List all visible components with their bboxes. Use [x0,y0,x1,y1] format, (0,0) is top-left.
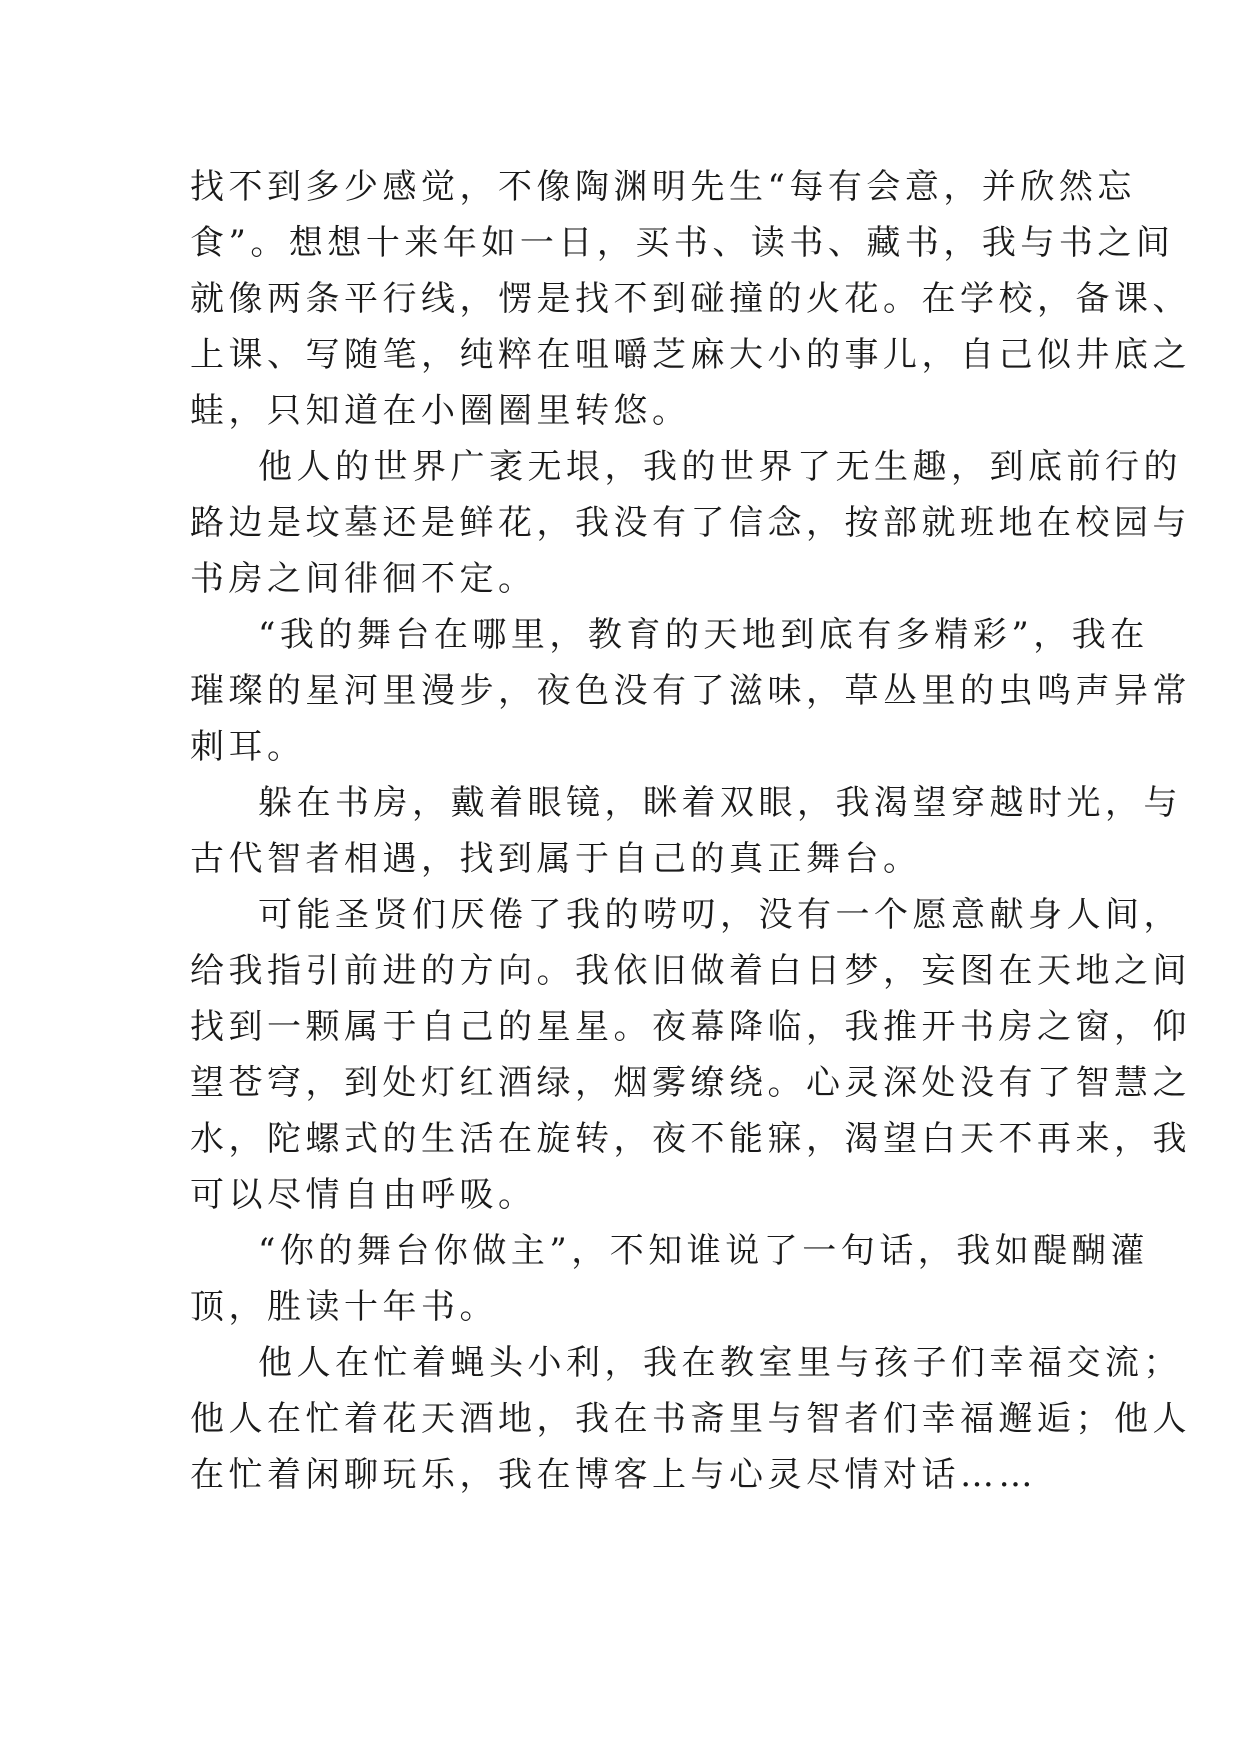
text-line: 水，陀螺式的生活在旋转，夜不能寐，渴望白天不再来，我 [190,1119,1191,1159]
text-line: 可以尽情自由呼吸。 [190,1175,537,1215]
text-line: 找不到多少感觉，不像陶渊明先生“每有会意，并欣然忘 [190,167,1136,207]
text-line: 顶，胜读十年书。 [190,1287,498,1327]
text-line: 食”。想想十来年如一日，买书、读书、藏书，我与书之间 [190,223,1175,263]
text-line: 璀璨的星河里漫步，夜色没有了滋味，草丛里的虫鸣声异常 [190,671,1191,711]
text-line: 就像两条平行线，愣是找不到碰撞的火花。在学校，备课、 [190,279,1191,319]
text-line: 找到一颗属于自己的星星。夜幕降临，我推开书房之窗，仰 [190,1007,1191,1047]
paragraph-first-line: 他人在忙着蝇头小利，我在教室里与孩子们幸福交流； [258,1343,1182,1383]
text-line: 路边是坟墓还是鲜花，我没有了信念，按部就班地在校园与 [190,503,1191,543]
paragraph-first-line: 躲在书房，戴着眼镜，眯着双眼，我渴望穿越时光，与 [258,783,1182,823]
text-line: 给我指引前进的方向。我依旧做着白日梦，妄图在天地之间 [190,951,1191,991]
text-line: 古代智者相遇，找到属于自己的真正舞台。 [190,839,922,879]
text-line: 书房之间徘徊不定。 [190,559,537,599]
text-line: 在忙着闲聊玩乐，我在博客上与心灵尽情对话…… [190,1455,1037,1495]
text-line: 上课、写随笔，纯粹在咀嚼芝麻大小的事儿，自己似井底之 [190,335,1191,375]
text-line: 望苍穹，到处灯红酒绿，烟雾缭绕。心灵深处没有了智慧之 [190,1063,1191,1103]
paragraph-first-line: 可能圣贤们厌倦了我的唠叨，没有一个愿意献身人间， [258,895,1182,935]
paragraph-first-line: “你的舞台你做主”，不知谁说了一句话，我如醍醐灌 [258,1231,1149,1271]
text-line: 蛙，只知道在小圈圈里转悠。 [190,391,691,431]
paragraph-first-line: “我的舞台在哪里，教育的天地到底有多精彩”，我在 [258,615,1149,655]
text-line: 他人在忙着花天酒地，我在书斋里与智者们幸福邂逅；他人 [190,1399,1191,1439]
text-line: 刺耳。 [190,727,306,767]
paragraph-first-line: 他人的世界广袤无垠，我的世界了无生趣，到底前行的 [258,447,1182,487]
